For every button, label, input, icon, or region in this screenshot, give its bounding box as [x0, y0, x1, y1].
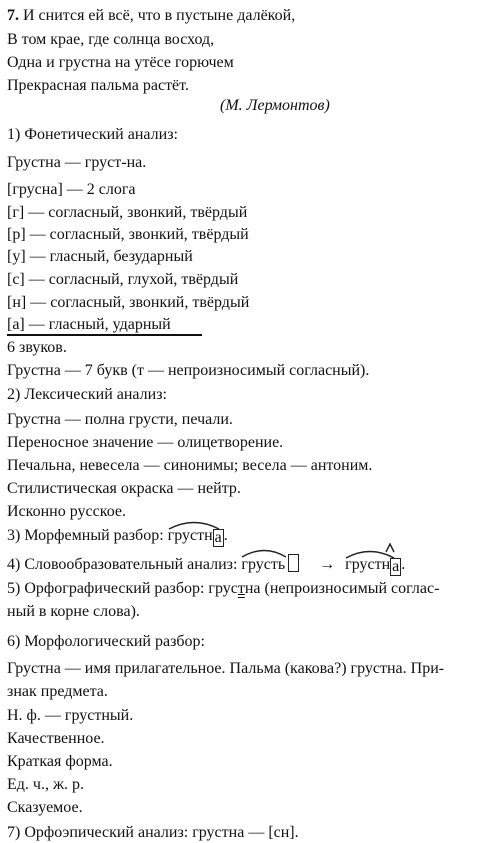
morphological-item: Сказуемое.	[7, 799, 83, 816]
orthographic-word: грустна	[208, 580, 261, 597]
orthographic-line-2: ный в корне слова).	[7, 603, 140, 620]
morphological-item: Ед. ч., ж. р.	[7, 776, 85, 793]
phonetic-syllables: Грустна — груст-на.	[7, 154, 147, 171]
morphological-line: Грустна — имя прилагательное. Пальма (какова?) грустна. При-	[7, 660, 445, 677]
zero-ending-box	[288, 554, 299, 572]
sound-count: 6 звуков.	[7, 339, 67, 356]
lexical-line: Переносное значение — олицетворение.	[7, 434, 284, 451]
derivation-base: грусть	[241, 554, 299, 575]
morphological-line: знак предмета.	[7, 683, 108, 700]
morphological-heading: 6) Морфологический разбор:	[7, 633, 205, 650]
base-arc	[241, 546, 287, 558]
derivation-arrow: →	[319, 556, 336, 573]
sound-row: [р] — согласный, звонкий, твёрдый	[7, 226, 249, 243]
morphemic-word: грустн а .	[168, 526, 228, 547]
derivation-result: грустн а .	[345, 555, 405, 576]
sound-row: [у] — гласный, безударный	[7, 248, 193, 265]
phonetic-heading: 1) Фонетический анализ:	[7, 126, 178, 143]
lexical-line: Грустна — полна грусти, печали.	[7, 411, 233, 428]
suffix-mark	[385, 543, 395, 553]
ending-box: а	[392, 558, 400, 575]
letter-count: Грустна — 7 букв (т — непроизносимый согласный).	[7, 362, 370, 379]
unpronounceable-t: т	[237, 580, 245, 597]
ending-box: а	[214, 529, 222, 546]
lexical-heading: 2) Лексический анализ:	[7, 386, 167, 403]
sound-row: [н] — согласный, звонкий, твёрдый	[7, 294, 250, 311]
sound-row: [а] — гласный, ударный	[7, 316, 171, 333]
root-arc	[168, 518, 220, 530]
morphological-item: Качественное.	[7, 730, 105, 747]
orthographic-line-1: 5) Орфографический разбор: грустна (непроизносимый соглас-	[7, 580, 440, 597]
phonetic-transcription-line: [грусна] — 2 слога	[7, 181, 136, 198]
orthoepic-line: 7) Орфоэпический анализ: грустна — [сн].	[7, 824, 299, 841]
poem-line-2: В том крае, где солнца восход,	[7, 31, 215, 48]
lexical-line: Стилистическая окраска — нейтр.	[7, 480, 241, 497]
sound-row: [г] — согласный, звонкий, твёрдый	[7, 204, 248, 221]
morphological-item: Краткая форма.	[7, 753, 113, 770]
poem-line-4: Прекрасная пальма растёт.	[7, 77, 189, 94]
sound-row: [с] — согласный, глухой, твёрдый	[7, 271, 239, 288]
exercise-number: 7.	[7, 7, 19, 24]
poem-line-3: Одна и грустна на утёсе горючем	[7, 54, 234, 71]
lexical-line: Исконно русское.	[7, 503, 126, 520]
sounds-underline	[7, 334, 202, 336]
lexical-line: Печальна, невесела — синонимы; весела — антоним.	[7, 457, 373, 474]
poem-line-1: 7. И снится ей всё, что в пустыне далёкой,	[7, 7, 296, 24]
poem-author: (М. Лермонтов)	[220, 97, 330, 114]
root: грустн	[167, 527, 213, 544]
morphemic-line: 3) Морфемный разбор: грустн а .	[7, 526, 228, 547]
transcription: [грусна]	[7, 181, 63, 198]
derivation-line: 4) Словообразовательный анализ: грусть → грустн а .	[7, 554, 405, 576]
morphological-item: Н. ф. — грустный.	[7, 707, 134, 724]
